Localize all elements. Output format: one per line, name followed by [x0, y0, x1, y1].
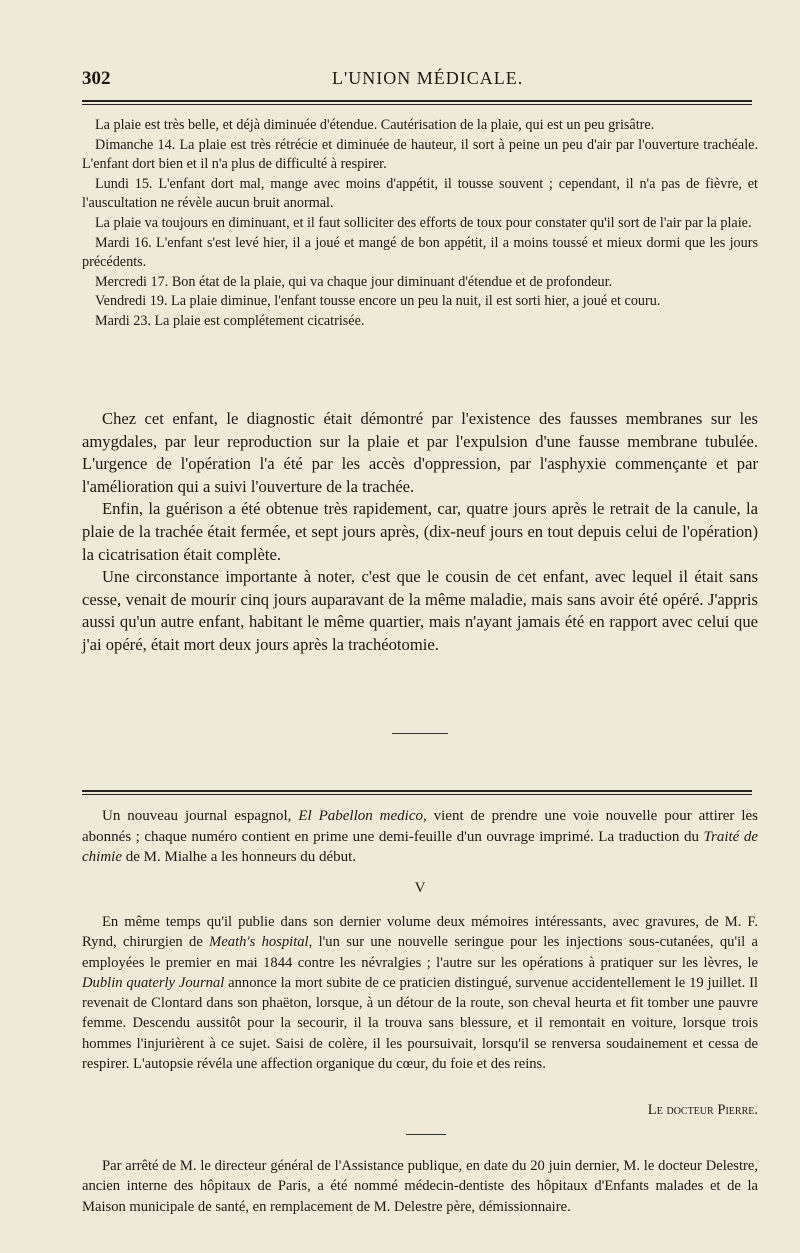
decree-paragraph: Par arrêté de M. le directeur général de l'Assistance publique, en date du 20 juin dernier, M. le docteur Delestre, ancien interne des hôpitaux de Paris, a été nommé médecin-dentiste des hôpitaux d'Enfants malades et de la Maison municipale de santé, en remplacement de M. Delestre père, démissionnaire.	[82, 1158, 758, 1215]
discussion-paragraph: Chez cet enfant, le diagnostic était démontré par l'existence des fausses membranes sur les amygdales, par leur reproduction sur la plaie et par l'expulsion d'une fausse membrane tubulée. L'urgence de l'opération l'a été par les accès d'oppression, par l'asphyxie commençante et par l'amélioration qui a suivi l'ouverture de la trachée.	[82, 409, 758, 496]
case-note: Mardi 16. L'enfant s'est levé hier, il a joué et mangé de bon appétit, il a moins toussé et mieux dormi que les jours précédents.	[82, 234, 758, 271]
section-divider	[392, 733, 448, 734]
case-note: La plaie va toujours en diminuant, et il faut solliciter des efforts de toux pour constater qu'il sort de l'air par la plaie.	[95, 214, 752, 231]
case-note: Dimanche 14. La plaie est très rétrécie et diminuée de hauteur, il sort à peine un peu d'air par l'ouverture trachéale. L'enfant dort bien et il n'a plus de difficulté à respirer.	[82, 136, 758, 173]
journal-note	[82, 806, 758, 868]
journal-title: El Pabellon medico	[298, 808, 423, 824]
book-title: Traité de chimie	[82, 828, 758, 866]
case-note: Mardi 23. La plaie est complétement cicatrisée.	[95, 312, 365, 329]
case-notes	[82, 116, 758, 332]
signature-divider	[406, 1134, 446, 1135]
rynd-note	[82, 912, 758, 1074]
case-note: Vendredi 19. La plaie diminue, l'enfant tousse encore un peu la nuit, il est sorti hier, a joué et couru.	[95, 293, 661, 310]
page-header	[82, 64, 758, 94]
discussion	[82, 408, 758, 657]
feuilleton-rule	[82, 790, 752, 795]
header-rule	[82, 100, 752, 105]
decree-note	[82, 1156, 758, 1217]
rynd-paragraph: En même temps qu'il publie dans son dernier volume deux mémoires intéressants, avec gravures, de M. F. Rynd, chirurgien de Meath's hospital, l'un sur une nouvelle seringue pour les injections sous-cutanées, qu'il a employées le premier en mai 1844 contre les névralgies ; l'autre sur les opérations à pratiquer sur les lèvres, le Dublin quaterly Journal annonce la mort subite de ce praticien distingué, survenue accidentellement le 19 juillet. Il revenait de Clontard dans son phaëton, lorsque, à un détour de la route, son cheval heurta et fit tomber une pauvre femme. Descendu aussitôt pour la secourir, il la trouva sans blessure, et il remontait en voiture, lorsque trois hommes l'injurièrent à ce sujet. Saisi de colère, il les poursuivait, lorsqu'il se renversa soudainement et cessa de respirer. L'autopsie révéla une affection organique du cœur, du foie et des reins.	[82, 914, 758, 1073]
discussion-paragraph: Une circonstance importante à noter, c'est que le cousin de cet enfant, avec lequel il était sans cesse, venait de mourir cinq jours auparavant de la même maladie, mais sans avoir été opéré. J'appris aussi qu'un autre enfant, habitant le même quartier, mais n'ayant jamais été en rapport avec celui que j'ai opéré, était mort deux jours après la trachéotomie.	[82, 567, 758, 654]
section-mark: V	[414, 880, 426, 896]
discussion-paragraph: Enfin, la guérison a été obtenue très rapidement, car, quatre jours après le retrait de la canule, la plaie de la trachée était fermée, et sept jours après, (dix-neuf jours en tout depuis celui de l'opération) la cicatrisation était complète.	[82, 499, 758, 564]
case-note: Lundi 15. L'enfant dort mal, mange avec moins d'appétit, il tousse souvent ; cependant, il n'a pas de fièvre, et l'auscultation ne révèle aucun bruit anormal.	[82, 175, 758, 212]
hospital-name: Meath's hospital	[209, 934, 309, 951]
signature: Le docteur Pierre.	[647, 1102, 758, 1118]
running-title: L'UNION MÉDICALE.	[332, 68, 524, 88]
case-note: Mercredi 17. Bon état de la plaie, qui va chaque jour diminuant d'étendue et de profondeur.	[95, 273, 613, 290]
journal-paragraph: Un nouveau journal espagnol, El Pabellon medico, vient de prendre une voie nouvelle pour attirer les abonnés ; chaque numéro contient en prime une demi-feuille d'un ouvrage imprimé. La traduction du Traité de chimie de M. Mialhe a les honneurs du début.	[82, 808, 758, 866]
page-number: 302	[82, 68, 111, 89]
journal-name: Dublin quaterly Journal	[82, 974, 225, 991]
case-note: La plaie est très belle, et déjà diminuée d'étendue. Cautérisation de la plaie, qui est un peu grisâtre.	[95, 117, 655, 133]
